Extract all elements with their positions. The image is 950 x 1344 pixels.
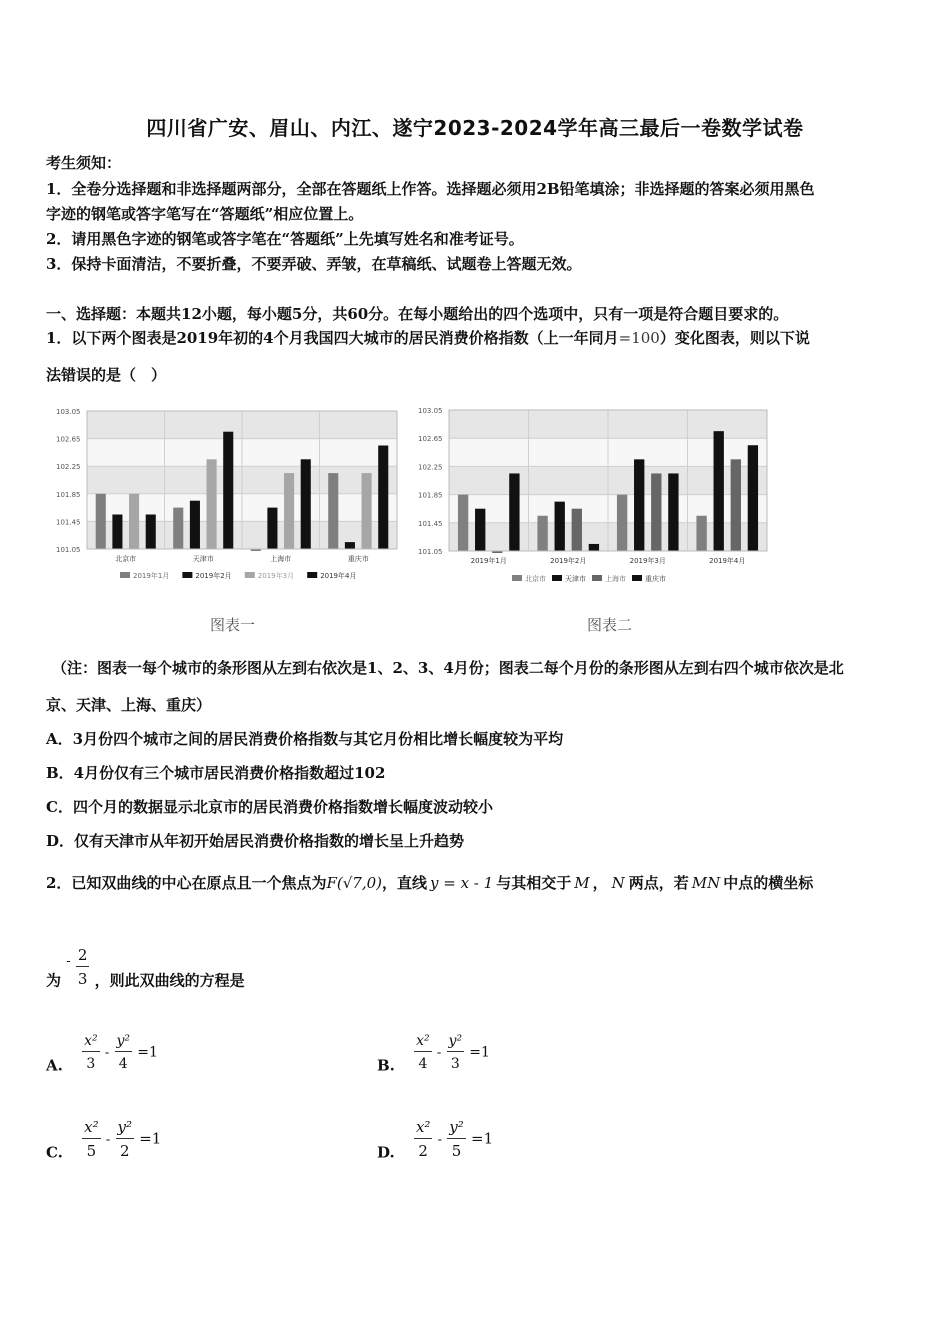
legend-swatch	[592, 575, 602, 581]
legend-label: 重庆市	[645, 575, 666, 583]
bar	[555, 502, 565, 551]
option-label: B.	[377, 1056, 395, 1075]
legend-swatch	[245, 572, 255, 578]
legend-label: 上海市	[605, 575, 626, 583]
legend-label: 2019年3月	[257, 572, 295, 580]
option-term: y²	[447, 1120, 466, 1139]
x-tick-label: 重庆市	[347, 555, 369, 563]
q1-note-line2: 京、天津、上海、重庆）	[46, 696, 212, 714]
notice-item: 字迹的钢笔或答字笔写在“答题纸”相应位置上。	[46, 205, 364, 223]
bar	[223, 432, 233, 549]
y-tick-label: 102.65	[418, 435, 443, 444]
x-tick-label: 北京市	[115, 555, 137, 563]
q1-option-a[interactable]: A．3月份四个城市之间的居民消费价格指数与其它月份相比增长幅度较为平均	[46, 730, 564, 748]
notice-item: 1．全卷分选择题和非选择题两部分，全部在答题纸上作答。选择题必须用2B铅笔填涂；非选择题的答案必须用黑色	[46, 180, 815, 198]
bar	[634, 459, 644, 551]
fraction-denominator: 3	[77, 970, 88, 988]
y-tick-label: 101.05	[56, 546, 81, 554]
option-minus: -	[104, 1045, 110, 1061]
bar	[668, 473, 678, 551]
option-term: 5	[451, 1142, 462, 1160]
option-term: x²	[414, 1120, 432, 1139]
y-tick-label: 102.25	[56, 463, 81, 472]
fraction-numerator: 2	[76, 948, 90, 967]
q1-text: ）变化图表，则以下说	[659, 329, 810, 347]
bar	[146, 515, 156, 550]
q2-stem-line2	[46, 948, 245, 991]
option-term: 5	[86, 1142, 97, 1160]
x-tick-label: 2019年2月	[550, 557, 587, 565]
option-term: y²	[447, 1034, 465, 1052]
x-tick-label: 2019年4月	[709, 557, 746, 565]
legend-label: 2019年4月	[320, 572, 357, 580]
option-term: 4	[418, 1056, 428, 1072]
q1-option-d[interactable]: D．仅有天津市从年初开始居民消费价格指数的增长呈上升趋势	[46, 832, 465, 850]
bar	[589, 544, 599, 551]
y-tick-label: 101.45	[418, 519, 443, 528]
notice-item: 2．请用黑色字迹的钢笔或答字笔在“答题纸”上先填写姓名和准考证号。	[46, 230, 524, 248]
q2-text: 与其相交于	[496, 874, 572, 892]
y-tick-label: 103.05	[56, 408, 81, 416]
q2-fraction	[76, 948, 90, 987]
bar	[475, 509, 485, 551]
x-tick-label: 上海市	[270, 555, 292, 563]
x-tick-label: 2019年1月	[470, 557, 507, 565]
q1-option-c[interactable]: C．四个月的数据显示北京市的居民消费价格指数增长幅度波动较小	[46, 798, 493, 816]
bar	[714, 431, 724, 551]
bar	[173, 508, 183, 549]
q2-text: 中点的横坐标	[723, 874, 814, 892]
q2-option-d[interactable]	[377, 1120, 493, 1162]
q2-text: 两点，若	[628, 874, 689, 892]
q1-stem-line1	[46, 327, 810, 348]
option-minus: -	[436, 1045, 442, 1061]
q2-stem-line1	[46, 872, 813, 893]
q2-text: 为	[46, 971, 62, 990]
bar	[190, 501, 200, 549]
q2-option-a[interactable]	[46, 1034, 158, 1075]
bar	[458, 495, 468, 551]
x-tick-label: 天津市	[192, 555, 214, 563]
bar	[378, 446, 388, 550]
bar	[207, 459, 217, 549]
bar	[748, 445, 758, 551]
option-eq: =1	[469, 1044, 490, 1061]
option-term: 2	[119, 1142, 130, 1160]
legend-label: 2019年1月	[133, 572, 170, 580]
option-term: 4	[118, 1056, 128, 1072]
bar	[696, 516, 706, 551]
q2-text: ，则此双曲线的方程是	[94, 971, 245, 990]
q2-segment-mn: MN	[691, 874, 721, 892]
q2-text: ，	[592, 874, 608, 892]
option-eq: =1	[137, 1044, 158, 1061]
chart-one	[50, 402, 410, 592]
bar	[509, 473, 519, 551]
q1-note-line1: （注：图表一每个城市的条形图从左到右依次是1、2、3、4月份；图表二每个月份的条形图从左到右四个城市依次是北	[52, 659, 844, 677]
y-tick-label: 103.05	[418, 407, 443, 415]
legend-swatch	[307, 572, 317, 578]
legend-swatch	[182, 572, 192, 578]
y-tick-label: 102.65	[56, 435, 81, 444]
option-eq: =1	[471, 1129, 494, 1148]
section-heading: 一、选择题：本题共12小题，每小题5分，共60分。在每小题给出的四个选项中，只有一项是符合题目要求的。	[46, 305, 789, 323]
option-label: D.	[377, 1143, 395, 1162]
option-term: x²	[82, 1120, 100, 1139]
legend-swatch	[632, 575, 642, 581]
option-eq: =1	[139, 1129, 162, 1148]
option-term: 3	[450, 1056, 460, 1072]
y-tick-label: 101.85	[418, 491, 443, 500]
notice-item: 3．保持卡面清洁，不要折叠，不要弄破、弄皱，在草稿纸、试题卷上答题无效。	[46, 255, 582, 273]
bar	[328, 473, 338, 549]
q2-line-eq: y = x - 1	[430, 874, 494, 892]
bar	[112, 515, 122, 550]
q2-text: ，直线	[381, 874, 427, 892]
option-term: y²	[116, 1120, 135, 1139]
chart-two	[412, 402, 777, 592]
bar	[267, 508, 277, 549]
bar	[617, 495, 627, 551]
bar	[362, 473, 372, 549]
y-tick-label: 102.25	[418, 463, 443, 472]
legend-label: 2019年2月	[195, 572, 232, 580]
option-minus: -	[105, 1132, 111, 1148]
legend-swatch	[552, 575, 562, 581]
bar	[572, 509, 582, 551]
option-term: x²	[414, 1034, 432, 1052]
q2-text: 2．已知双曲线的中心在原点且一个焦点为	[46, 874, 327, 892]
q2-option-c[interactable]	[46, 1120, 161, 1162]
q1-text: 1．以下两个图表是2019年初的4个月我国四大城市的居民消费价格指数（上一年同月	[46, 329, 619, 347]
option-term: y²	[115, 1034, 133, 1052]
bar	[345, 542, 355, 549]
option-minus: -	[437, 1132, 443, 1148]
notice-heading: 考生须知：	[46, 154, 122, 172]
legend-swatch	[512, 575, 522, 581]
q2-point-m: M	[574, 874, 590, 892]
q1-math: =100	[618, 329, 660, 347]
option-term: 3	[86, 1056, 96, 1072]
option-term: x²	[82, 1034, 100, 1052]
chart2-caption: 图表二	[587, 616, 633, 634]
bar	[731, 459, 741, 551]
legend-label: 天津市	[565, 575, 586, 583]
y-tick-label: 101.05	[418, 548, 443, 556]
option-label: A.	[46, 1056, 63, 1075]
bar	[284, 473, 294, 549]
page-title: 四川省广安、眉山、内江、遂宁2023-2024学年高三最后一卷数学试卷	[146, 116, 804, 140]
chart1-caption: 图表一	[210, 616, 256, 634]
bar	[537, 516, 547, 551]
q1-stem-line2: 法错误的是（ ）	[46, 366, 167, 384]
q2-minus: -	[66, 954, 71, 969]
bar	[96, 494, 106, 549]
option-label: C.	[46, 1143, 63, 1162]
legend-swatch	[120, 572, 130, 578]
y-tick-label: 101.85	[56, 490, 81, 499]
option-term: 2	[418, 1142, 428, 1160]
bar	[301, 459, 311, 549]
x-tick-label: 2019年3月	[629, 557, 666, 565]
bar	[651, 473, 661, 551]
q2-focus: F(√7,0)	[326, 874, 382, 892]
q2-option-b[interactable]	[377, 1034, 490, 1075]
q1-option-b[interactable]: B．4月份仅有三个城市居民消费价格指数超过102	[46, 764, 386, 782]
q2-point-n: N	[611, 874, 625, 892]
y-tick-label: 101.45	[56, 518, 81, 527]
legend-label: 北京市	[525, 575, 546, 583]
bar	[129, 494, 139, 549]
